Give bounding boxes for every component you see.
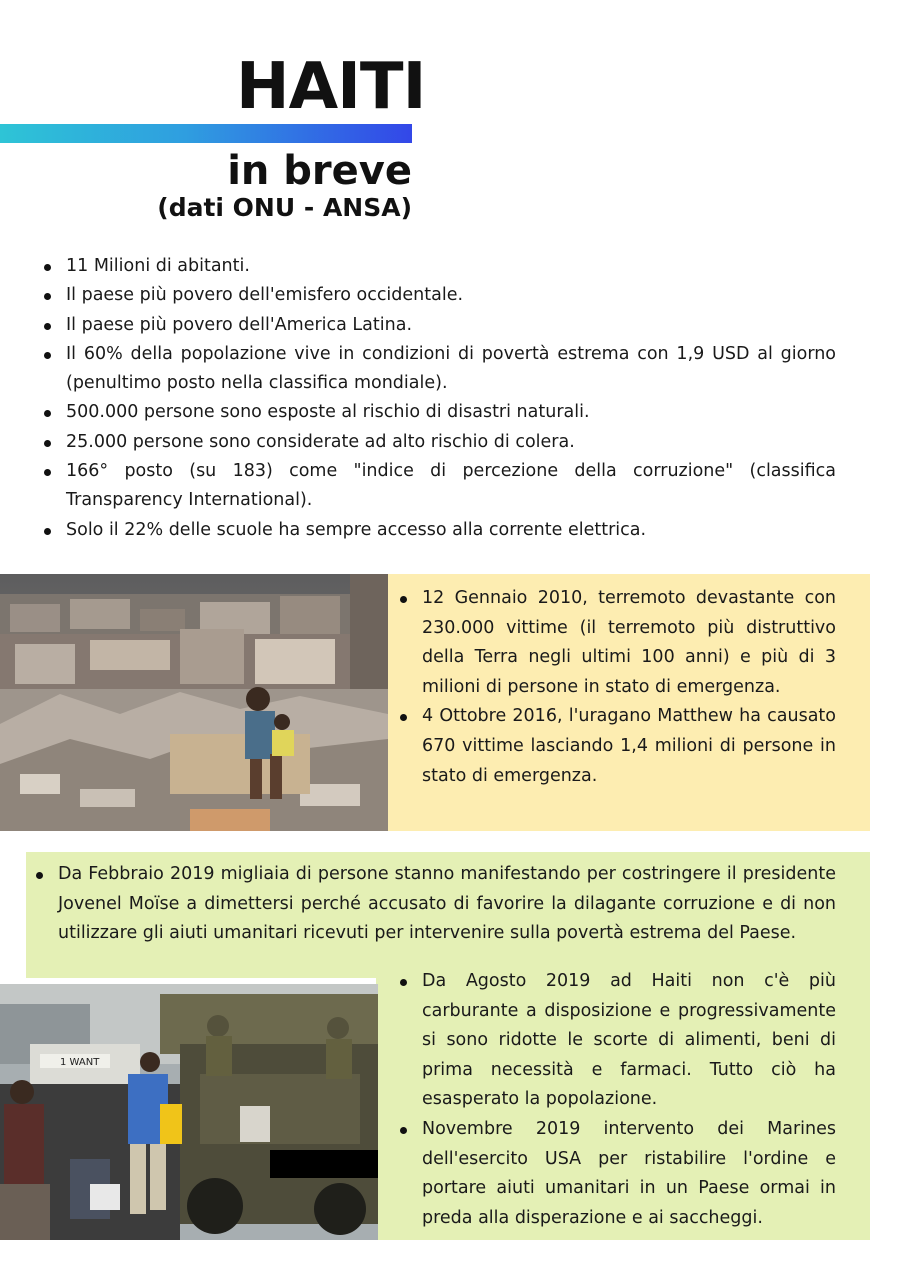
list-item: Il 60% della popolazione vive in condizioni di povertà estrema con 1,9 USD al giorno (penultimo posto nella classifica mondiale). bbox=[40, 340, 836, 399]
title-accent-bar bbox=[0, 124, 412, 143]
page-title: HAITI bbox=[236, 50, 426, 124]
list-item: 4 Ottobre 2016, l'uragano Matthew ha causato 670 vittime lasciando 1,4 milioni di persone in stato di emergenza. bbox=[396, 702, 836, 791]
list-item: Il paese più povero dell'emisfero occidentale. bbox=[40, 281, 836, 310]
list-item: Da Febbraio 2019 migliaia di persone stanno manifestando per costringere il presidente Jovenel Moïse a dimettersi perché accusato di favorire la dilagante corruzione e di non utilizzare gli aiuti umanitari ricevuti per intervenire sulla povertà estrema del Paese. bbox=[32, 860, 836, 949]
list-item: Novembre 2019 intervento dei Marines dell'esercito USA per ristabilire l'ordine e portare aiuti umanitari in un Paese ormai in preda alla disperazione e ai saccheggi. bbox=[396, 1115, 836, 1233]
list-item: Da Agosto 2019 ad Haiti non c'è più carburante a disposizione e progressivamente si sono ridotte le scorte di alimenti, beni di prima necessità e farmaci. Tutto ciò ha esasperato la popolazione. bbox=[396, 967, 836, 1115]
crisis-list bbox=[396, 967, 836, 1233]
page-subtitle: in breve bbox=[227, 148, 412, 194]
disasters-list bbox=[396, 584, 836, 791]
protests-list bbox=[32, 860, 836, 949]
facts-list bbox=[40, 252, 836, 545]
list-item: Solo il 22% delle scuole ha sempre accesso alla corrente elettrica. bbox=[40, 516, 836, 545]
data-source: (dati ONU - ANSA) bbox=[157, 193, 412, 222]
list-item: 11 Milioni di abitanti. bbox=[40, 252, 836, 281]
list-item: 12 Gennaio 2010, terremoto devastante con 230.000 vittime (il terremoto più distruttivo della Terra negli ultimi 100 anni) e più di 3 milioni di persone in stato di emergenza. bbox=[396, 584, 836, 702]
list-item: 500.000 persone sono esposte al rischio di disastri naturali. bbox=[40, 398, 836, 427]
military-photo bbox=[0, 984, 378, 1240]
earthquake-photo bbox=[0, 574, 388, 831]
list-item: 166° posto (su 183) come "indice di percezione della corruzione" (classifica Transparency International). bbox=[40, 457, 836, 516]
list-item: Il paese più povero dell'America Latina. bbox=[40, 311, 836, 340]
vehicle-sign-text: 1 WANT bbox=[60, 1057, 100, 1068]
list-item: 25.000 persone sono considerate ad alto rischio di colera. bbox=[40, 428, 836, 457]
